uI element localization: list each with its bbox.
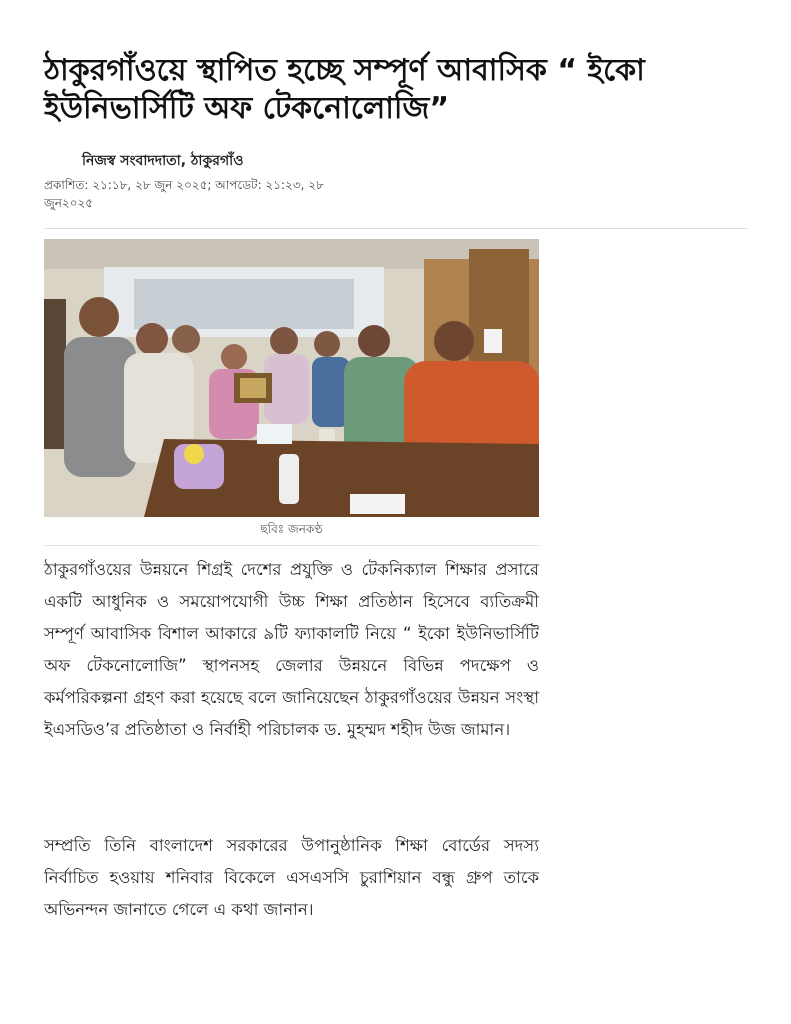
article-paragraph-2: সম্প্রতি তিনি বাংলাদেশ সরকারের উপানুষ্ঠানিক শিক্ষা বোর্ডের সদস্য নির্বাচিত হওয়ায় শনিবার বিকেলে এসএসসি চুরাশিয়ান বন্ধু গ্রুপ তাকে অভিনন্দন জানাতে গেলে এ কথা জানান।	[44, 836, 539, 919]
article-byline: নিজস্ব সংবাদদাতা, ঠাকুরগাঁও	[82, 153, 244, 169]
article-photo	[44, 239, 539, 517]
publish-meta: প্রকাশিত: ২১:১৮, ২৮ জুন ২০২৫; আপডেট: ২১:২৩, ২৮ জুন২০২৫	[44, 178, 324, 210]
header-divider	[44, 228, 748, 229]
caption-divider	[44, 545, 539, 546]
article-paragraph-1: ঠাকুরগাঁওয়ের উন্নয়নে শিগ্রই দেশের প্রযুক্তি ও টেকনিক্যাল শিক্ষার প্রসারে একটি আধুনিক ও সময়োপযোগী উচ্চ শিক্ষা প্রতিষ্ঠান হিসেবে ব্যতিক্রমী সম্পূর্ণ আবাসিক বিশাল আকারে ৯টি ফ্যাকালটি নিয়ে “ ইকো ইউনিভার্সিটি অফ টেকনোলোজি” স্থাপনসহ জেলার উন্নয়নে বিভিন্ন পদক্ষেপ ও কর্মপরিকল্পনা গ্রহণ করা হয়েছে বলে জানিয়েছেন ঠাকুরগাঁওয়ের উন্নয়ন সংস্থা ইএসডিও’র প্রতিষ্ঠাতা ও নির্বাহী পরিচালক ড. মুহম্মদ শহীদ উজ জামান।	[44, 560, 539, 739]
photo-caption: ছবিঃ জনকণ্ঠ	[260, 522, 323, 536]
article-headline: ঠাকুরগাঁওয়ে স্থাপিত হচ্ছে সম্পূর্ণ আবাসিক “ ইকো ইউনিভার্সিটি অফ টেকনোলোজি”	[44, 53, 645, 126]
group-photo-illustration	[44, 239, 539, 517]
